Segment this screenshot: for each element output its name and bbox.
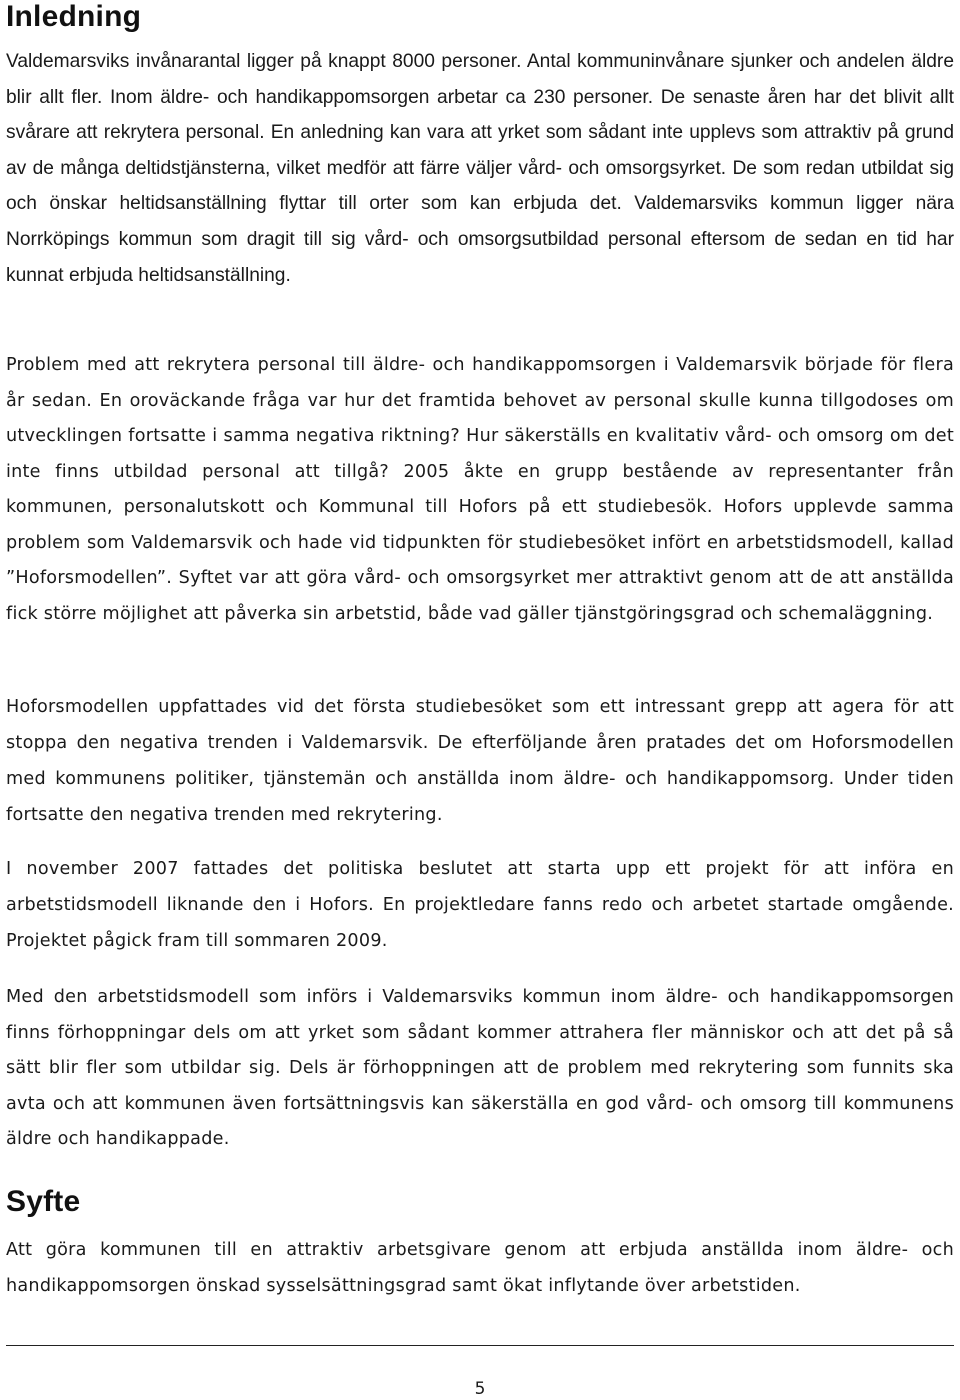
paragraph-intro-background: Valdemarsviks invånarantal ligger på knappt 8000 personer. Antal kommuninvånare sjunker och andelen äldre blir allt fler. Inom äldre- och handikappomsorgen arbetar ca 230 personer. De senaste åren har det blivit allt svårare att rekrytera personal. En anledning kan vara att yrket som sådant inte upplevs som attraktiv på grund av de många deltidstjänsterna, vilket medför att färre väljer vård- och omsorgsyrket. De som redan utbildat sig och önskar heltidsanställning flyttar till orter som kan erbjuda det. Valdemarsviks kommun ligger nära Norrköpings kommun som dragit till sig vård- och omsorgsutbildad personal eftersom de sedan en tid har kunnat erbjuda heltidsanställning. bbox=[6, 51, 954, 286]
paragraph-hoforsmodellen: Hoforsmodellen uppfattades vid det första studiebesöket som ett intressant grepp att agera för att stoppa den negativa trenden i Valdemarsvik. De efterföljande åren pratades det om Hoforsmodellen med kommunens politiker, tjänstemän och anställda inom äldre- och handikappomsorg. Under tiden fortsatte den negativa trenden med rekrytering. bbox=[6, 697, 954, 825]
paragraph-expectations: Med den arbetstidsmodell som införs i Valdemarsviks kommun inom äldre- och handikappomsorgen finns förhoppningar dels om att yrket som sådant kommer attrahera fler människor och att det på så sätt blir fler som utbildar sig. Dels är förhoppningen att de problem med rekrytering som funnits ska avta och att kommunen även fortsättningsvis kan säkerställa en god vård- och omsorg till kommunens äldre och handikappade. bbox=[6, 987, 954, 1149]
section-heading-syfte: Syfte bbox=[6, 1185, 81, 1218]
paragraph-project-decision: I november 2007 fattades det politiska beslutet att starta upp ett projekt för att införa en arbetstidsmodell liknande den i Hofors. En projektledare fanns redo och arbetet startade omgående. Projektet pågick fram till sommaren 2009. bbox=[6, 859, 954, 951]
page-number: 5 bbox=[474, 1379, 486, 1399]
paragraph-recruitment-problem: Problem med att rekrytera personal till äldre- och handikappomsorgen i Valdemarsvik började för flera år sedan. En oroväckande fråga var hur det framtida behovet av personal skulle kunna tillgodoses om utvecklingen fortsatte i samma negativa riktning? Hur säkerställs en kvalitativ vård- och omsorg om det inte finns utbildad personal att tillgå? 2005 åkte en grupp bestående av representanter från kommunen, personalutskott och Kommunal till Hofors på ett studiebesök. Hofors upplevde samma problem som Valdemarsvik och hade vid tidpunkten för studiebesöket infört en arbetstidsmodell, kallad ”Hoforsmodellen”. Syftet var att göra vård- och omsorgsyrket mer attraktivt genom att de att anställda fick större möjlighet att påverka sin arbetstid, både vad gäller tjänstgöringsgrad och schemaläggning. bbox=[6, 355, 954, 624]
document-page bbox=[6, 0, 954, 1400]
section-heading-inledning: Inledning bbox=[6, 0, 142, 33]
paragraph-purpose: Att göra kommunen till en attraktiv arbetsgivare genom att erbjuda anställda inom äldre- och handikappomsorgen önskad sysselsättningsgrad samt ökat inflytande över arbetstiden. bbox=[6, 1240, 954, 1296]
footnote-divider bbox=[6, 1345, 954, 1346]
